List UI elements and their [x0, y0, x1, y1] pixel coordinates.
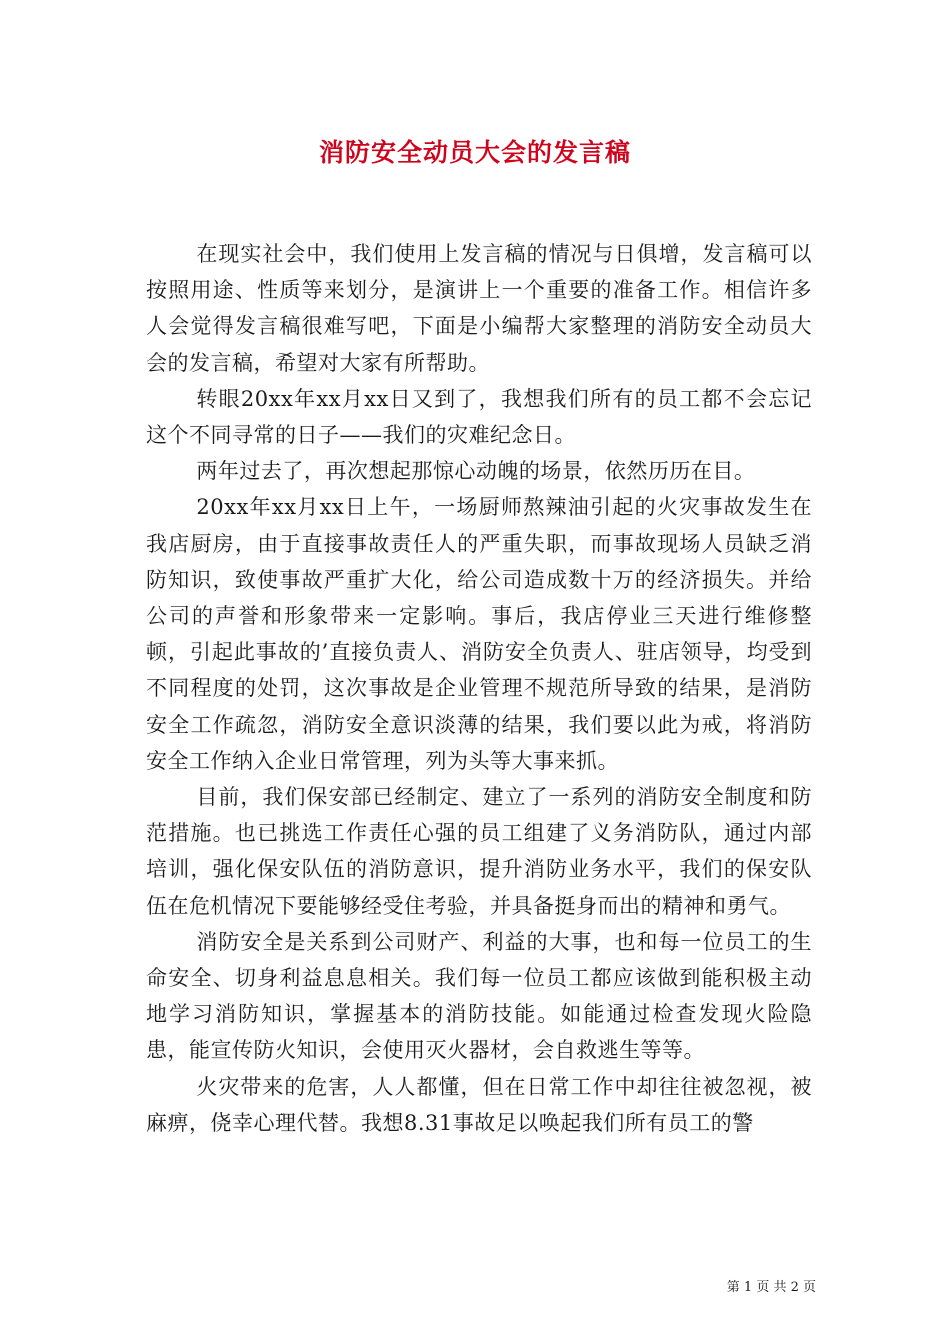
paragraph: 在现实社会中，我们使用上发言稿的情况与日俱增，发言稿可以按照用途、性质等来划分，是演讲上一个重要的准备工作。相信许多人会觉得发言稿很难写吧，下面是小编帮大家整理的消防安全动员大会的发言稿，希望对大家有所帮助。: [146, 242, 812, 375]
paragraph: 20xx年xx月xx日上午，一场厨师熬辣油引起的火灾事故发生在我店厨房，由于直接事故责任人的严重失职，而事故现场人员缺乏消防知识，致使事故严重扩大化，给公司造成数十万的经济损失。并给公司的声誉和形象带来一定影响。事后，我店停业三天进行维修整顿，引起此事故的’直接负责人、消防安全负责人、驻店领导，均受到不同程度的处罚，这次事故是企业管理不规范所导致的结果，是消防安全工作疏忽，消防安全意识淡薄的结果，我们要以此为戒，将消防安全工作纳入企业日常管理，列为头等大事来抓。: [146, 495, 812, 773]
paragraph: 转眼20xx年xx月xx日又到了，我想我们所有的员工都不会忘记这个不同寻常的日子——我们的灾难纪念日。: [146, 386, 812, 448]
paragraph: 目前，我们保安部已经制定、建立了一系列的消防安全制度和防范措施。也已挑选工作责任心强的员工组建了义务消防队，通过内部培训，强化保安队伍的消防意识，提升消防业务水平，我们的保安队伍在危机情况下要能够经受住考验，并具备挺身而出的精神和勇气。: [146, 785, 812, 918]
page-number-footer: 第 1 页 共 2 页: [726, 1280, 816, 1295]
document-body: [146, 236, 812, 1141]
paragraph: 消防安全是关系到公司财产、利益的大事，也和每一位员工的生命安全、切身利益息息相关。我们每一位员工都应该做到能积极主动地学习消防知识，掌握基本的消防技能。如能通过检查发现火险隐患，能宣传防火知识，会使用灭火器材，会自救逃生等等。: [146, 929, 812, 1063]
paragraph: 两年过去了，再次想起那惊心动魄的场景，依然历历在目。: [196, 459, 756, 484]
document-title: 消防安全动员大会的发言稿: [318, 138, 631, 167]
paragraph: 火灾带来的危害，人人都懂，但在日常工作中却往往被忽视，被麻痹，侥幸心理代替。我想8.31事故足以唤起我们所有员工的警: [146, 1074, 812, 1135]
